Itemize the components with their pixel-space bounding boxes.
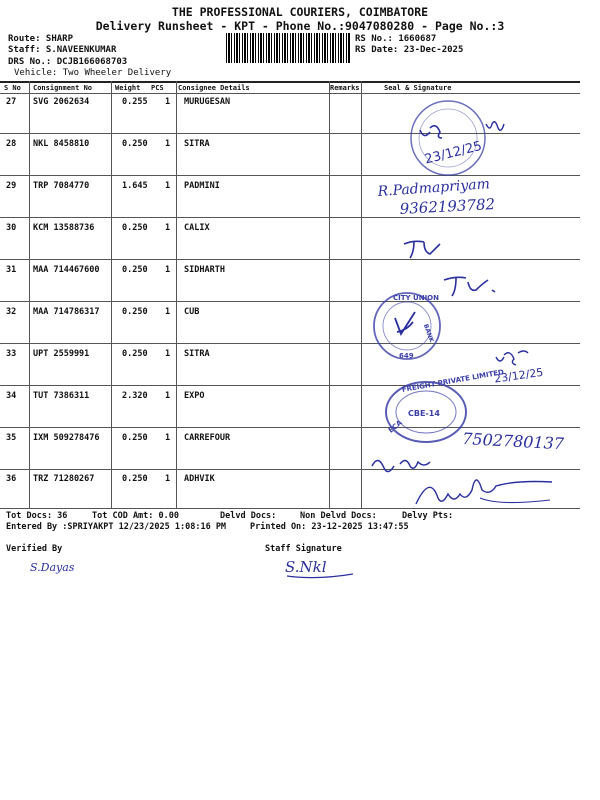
row-pcs: 1	[165, 97, 171, 107]
row-consignment: SVG 2062634	[33, 97, 90, 107]
row29-phone: 9362193782	[399, 195, 496, 218]
col-divider	[111, 81, 112, 508]
col-header-weight: Weight	[115, 84, 141, 92]
row-pcs: 1	[165, 181, 171, 191]
row-consignment: TUT 7386311	[33, 391, 90, 401]
company-title: THE PROFESSIONAL COURIERS, COIMBATORE	[171, 5, 429, 19]
row-divider	[0, 259, 580, 260]
row-sno: 27	[6, 97, 17, 107]
row-consignment: TRZ 71280267	[33, 474, 95, 484]
delivered-docs: Delvd Docs:	[220, 511, 277, 521]
freight-stamp-row34	[380, 368, 505, 446]
staff-sig-text: S.Nkl	[285, 558, 327, 576]
row29-name: R.Padmapriyam	[377, 176, 491, 200]
col-divider	[361, 81, 362, 508]
verified-by-label: Verified By	[6, 544, 63, 554]
row-consignment: IXM 509278476	[33, 433, 100, 443]
row-divider	[0, 343, 580, 344]
signature-row30	[400, 234, 460, 260]
row-sno: 33	[6, 349, 17, 359]
row-sno: 32	[6, 307, 17, 317]
freight-stamp-name: FREIGHT PRIVATE LIMITED	[401, 368, 505, 394]
row-sno: 29	[6, 181, 17, 191]
staff-signature-mark	[283, 554, 363, 580]
row-consignment: NKL 8458810	[33, 139, 90, 149]
row-sno: 28	[6, 139, 17, 149]
row-sno: 34	[6, 391, 17, 401]
staff-label: Staff: S.NAVEENKUMAR	[8, 45, 117, 55]
row-divider	[0, 385, 580, 386]
row-divider	[0, 301, 580, 302]
date-mark-text: 23/12/25	[423, 138, 484, 168]
row-weight: 0.250	[122, 223, 148, 233]
col-header-consignee: Consignee Details	[178, 84, 250, 92]
route-label: Route: SHARP	[8, 34, 74, 44]
col-header-remarks: Remarks	[330, 84, 360, 92]
row-pcs: 1	[165, 139, 171, 149]
row-weight: 0.250	[122, 265, 148, 275]
row-consignment: TRP 7084770	[33, 181, 90, 191]
row-weight: 0.250	[122, 307, 148, 317]
row-consignee: ADHVIK	[184, 474, 215, 484]
barcode	[226, 33, 350, 63]
signature-row29	[377, 176, 553, 220]
row-consignment: UPT 2559991	[33, 349, 90, 359]
row-consignee: CARREFOUR	[184, 433, 231, 443]
row-consignee: MURUGESAN	[184, 97, 231, 107]
row-consignee: SITRA	[184, 139, 210, 149]
row-sno: 36	[6, 474, 17, 484]
row-pcs: 1	[165, 307, 171, 317]
entered-by: Entered By :SPRIYAKPT 12/23/2025 1:08:16 PM	[6, 522, 227, 532]
rs-date: RS Date: 23-Dec-2025	[355, 45, 464, 55]
table-top-rule	[0, 81, 580, 83]
row-sno: 35	[6, 433, 17, 443]
row-consignee: CUB	[184, 307, 200, 317]
col-header-seal: Seal & Signature	[384, 84, 452, 92]
total-cod-amount: Tot COD Amt: 0.00	[92, 511, 179, 521]
bank-seal-branch: BANK	[421, 323, 435, 344]
row-consignee: SIDHARTH	[184, 265, 225, 275]
row-pcs: 1	[165, 391, 171, 401]
col-header-pcs: PCS	[151, 84, 164, 92]
row-pcs: 1	[165, 433, 171, 443]
row-weight: 0.250	[122, 474, 148, 484]
header-bottom-rule	[0, 93, 580, 94]
verified-by-signature	[28, 556, 108, 578]
freight-stamp-city: CBE-14	[408, 409, 440, 418]
row-pcs: 1	[165, 223, 171, 233]
row-consignee: CALIX	[184, 223, 210, 233]
row-sno: 31	[6, 265, 17, 275]
row-pcs: 1	[165, 349, 171, 359]
row-consignment: KCM 13588736	[33, 223, 95, 233]
col-divider	[329, 81, 330, 508]
row-pcs: 1	[165, 474, 171, 484]
printed-on: Printed On: 23-12-2025 13:47:55	[250, 522, 409, 532]
total-docs: Tot Docs: 36	[6, 511, 68, 521]
freight-stamp-prefix: ECA	[386, 418, 404, 435]
phone-row35	[462, 424, 592, 452]
bank-seal-code: 649	[399, 352, 414, 360]
row-weight: 2.320	[122, 391, 148, 401]
row-consignment: MAA 714467600	[33, 265, 100, 275]
row-pcs: 1	[165, 265, 171, 275]
row-weight: 0.250	[122, 349, 148, 359]
row-weight: 0.255	[122, 97, 148, 107]
delivery-points: Delvy Pts:	[402, 511, 454, 521]
row35-phone: 7502780137	[461, 429, 565, 454]
non-delivered-docs: Non Delvd Docs:	[300, 511, 377, 521]
row-consignee: SITRA	[184, 349, 210, 359]
col-divider	[29, 81, 30, 508]
runsheet-subtitle: Delivery Runsheet - KPT - Phone No.:9047080280 - Page No.:3	[95, 19, 505, 33]
col-header-consignment: Consignment No	[33, 84, 93, 92]
row-consignee: EXPO	[184, 391, 205, 401]
row-consignee: PADMINI	[184, 181, 220, 191]
rs-number: RS No.: 1660687	[355, 34, 437, 44]
drs-label: DRS No.: DCJB166068703	[8, 57, 128, 67]
bank-seal-name: CITY UNION	[393, 294, 439, 302]
col-header-sno: S No	[4, 84, 21, 92]
signature-row36-b	[410, 470, 560, 512]
vehicle-label: Vehicle: Two Wheeler Delivery	[14, 68, 172, 78]
date-mark-row33	[490, 345, 570, 385]
staff-signature-label: Staff Signature	[265, 544, 342, 554]
bank-seal-row32	[367, 288, 447, 368]
row-weight: 0.250	[122, 139, 148, 149]
row-consignment: MAA 714786317	[33, 307, 100, 317]
row-weight: 1.645	[122, 181, 148, 191]
row33-date-mark: 23/12/25	[493, 365, 545, 386]
col-divider	[176, 81, 177, 508]
signature-row31	[440, 272, 510, 300]
verified-by-sig-text: S.Dayas	[30, 561, 75, 574]
date-stamp-row27	[400, 98, 510, 178]
row-weight: 0.250	[122, 433, 148, 443]
row-sno: 30	[6, 223, 17, 233]
